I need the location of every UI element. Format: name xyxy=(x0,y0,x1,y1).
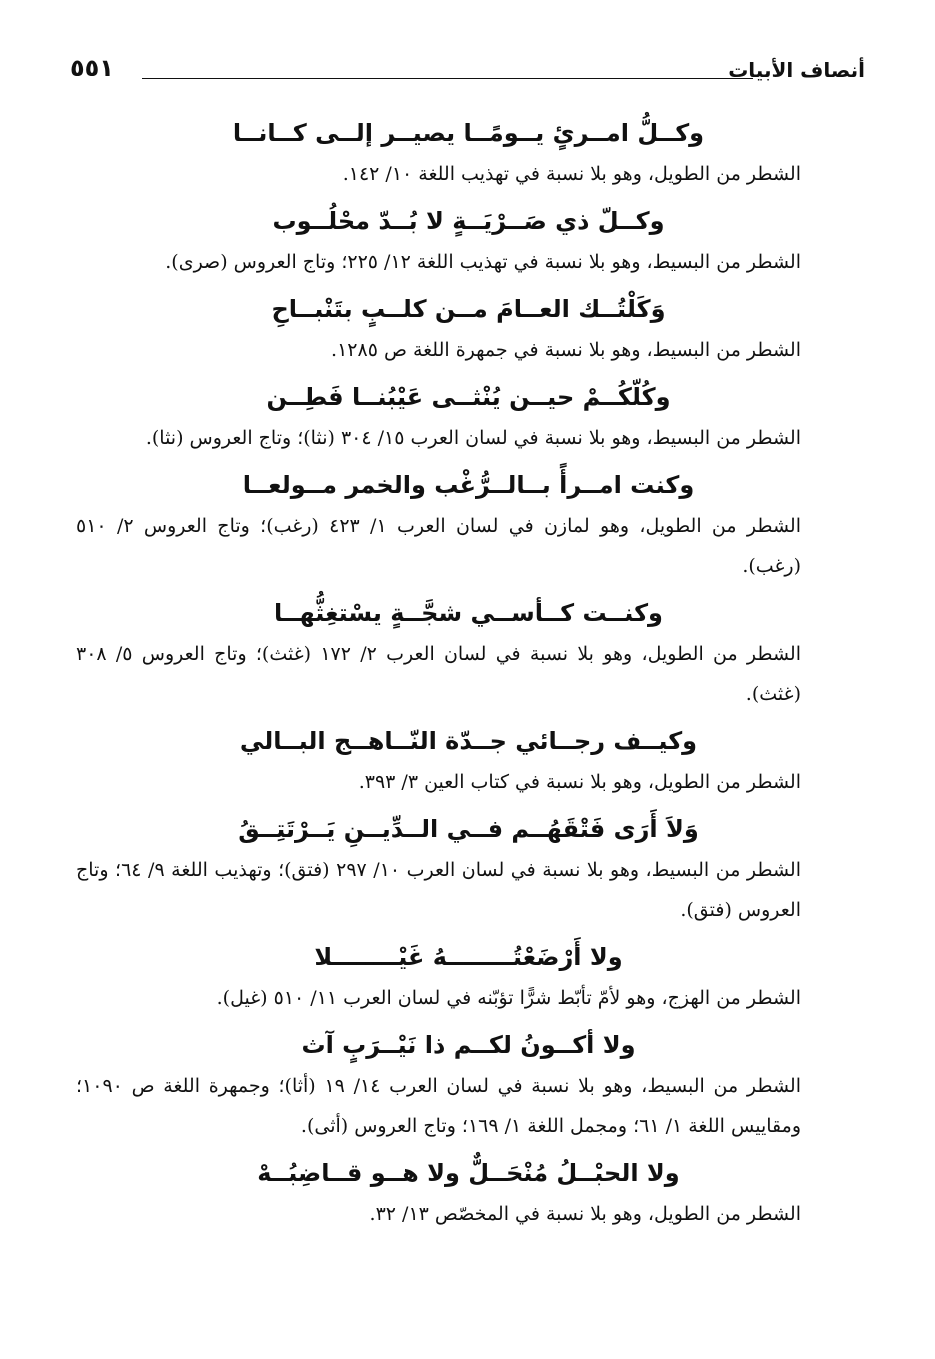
verse-hemistich: وكــلّ ذي صَــرْيَــةٍ لا بُــدّ محْلُــوب xyxy=(272,207,665,235)
verse-hemistich: وكنت امــرأً بــالــرُّغْب والخمر مــولعــا xyxy=(242,471,695,499)
source-note: الشطر من الهزج، وهو لأمّ تأبّط شرًّا تؤبّنه في لسان العرب ١١/ ٥١٠ (غيل). xyxy=(216,987,801,1009)
source-note: الشطر من الطويل، وهو بلا نسبة في المخصّص ١٣/ ٣٢. xyxy=(369,1203,801,1225)
source-note: الشطر من البسيط، وهو بلا نسبة في تهذيب اللغة ١٢/ ٢٢٥؛ وتاج العروس (صرى). xyxy=(165,251,801,273)
entries-list xyxy=(76,112,801,1240)
entry xyxy=(76,200,801,282)
running-title: أنصاف الأبيات xyxy=(728,58,865,82)
entry xyxy=(76,376,801,458)
page-header xyxy=(70,54,865,92)
verse-hemistich: وكيــف رجــائي جــدّة النّــاهــج البــالي xyxy=(239,727,698,755)
source-note: الشطر من الطويل، وهو بلا نسبة في كتاب العين ٣/ ٣٩٣. xyxy=(358,771,801,793)
source-note: الشطر من الطويل، وهو لمازن في لسان العرب ١/ ٤٢٣ (رغب)؛ وتاج العروس ٢/ ٥١٠ (رغب). xyxy=(76,515,801,577)
verse-hemistich: ولا الحبْــلُ مُنْحَــلٌّ ولا هــو قــاضِبُــهْ xyxy=(257,1159,680,1187)
entry xyxy=(76,936,801,1018)
verse-hemistich: وكــلُّ امــرئٍ يــومًــا يصيــر إلــى كــانــا xyxy=(232,119,705,147)
entry xyxy=(76,112,801,194)
source-note: الشطر من البسيط، وهو بلا نسبة في جمهرة اللغة ص ١٢٨٥. xyxy=(331,339,801,361)
header-rule xyxy=(142,78,753,79)
verse-hemistich: ولا أكــونُ لكــم ذا نَيْــرَبٍ آث xyxy=(301,1031,636,1059)
verse-hemistich: وكُلّكُــمْ حيــن يُنْثــى عَيْبُنــا فَطِــن xyxy=(266,383,671,411)
entry xyxy=(76,288,801,370)
page-number: ٥٥١ xyxy=(70,54,114,82)
source-note: الشطر من الطويل، وهو بلا نسبة في تهذيب اللغة ١٠/ ١٤٢. xyxy=(342,163,801,185)
entry xyxy=(76,464,801,586)
entry xyxy=(76,720,801,802)
verse-hemistich: وَكَلْتُــك العــامَ مــن كلــبٍ بتَنْبــاحِ xyxy=(271,295,666,323)
entry xyxy=(76,1024,801,1146)
verse-hemistich: وَلاَ أَرَى فَتْقَهُــم فــي الــدِّيــنِ يَــرْتَتِــقُ xyxy=(238,815,699,843)
entry xyxy=(76,808,801,930)
entry xyxy=(76,1152,801,1234)
source-note: الشطر من البسيط، وهو بلا نسبة في لسان العرب ١٠/ ٢٩٧ (فتق)؛ وتهذيب اللغة ٩/ ٦٤؛ وتاج العروس (فتق). xyxy=(76,859,801,921)
source-note: الشطر من البسيط، وهو بلا نسبة في لسان العرب ١٥/ ٣٠٤ (نثا)؛ وتاج العروس (نثا). xyxy=(145,427,801,449)
source-note: الشطر من البسيط، وهو بلا نسبة في لسان العرب ١٤/ ١٩ (أثا)؛ وجمهرة اللغة ص ١٠٩٠؛ ومقاييس اللغة ١/ ٦١؛ ومجمل اللغة ١/ ١٦٩؛ وتاج العروس (أثى). xyxy=(76,1075,801,1137)
entry xyxy=(76,592,801,714)
source-note: الشطر من الطويل، وهو بلا نسبة في لسان العرب ٢/ ١٧٢ (غثث)؛ وتاج العروس ٥/ ٣٠٨ (غثث). xyxy=(76,643,801,705)
verse-hemistich: ولا أَرْضَعْتُــــــــهُ غَيْــــــــلا xyxy=(314,943,623,971)
verse-hemistich: وكنــت كــأســي شجَّــةٍ يسْتغِثُّهــا xyxy=(274,599,663,627)
